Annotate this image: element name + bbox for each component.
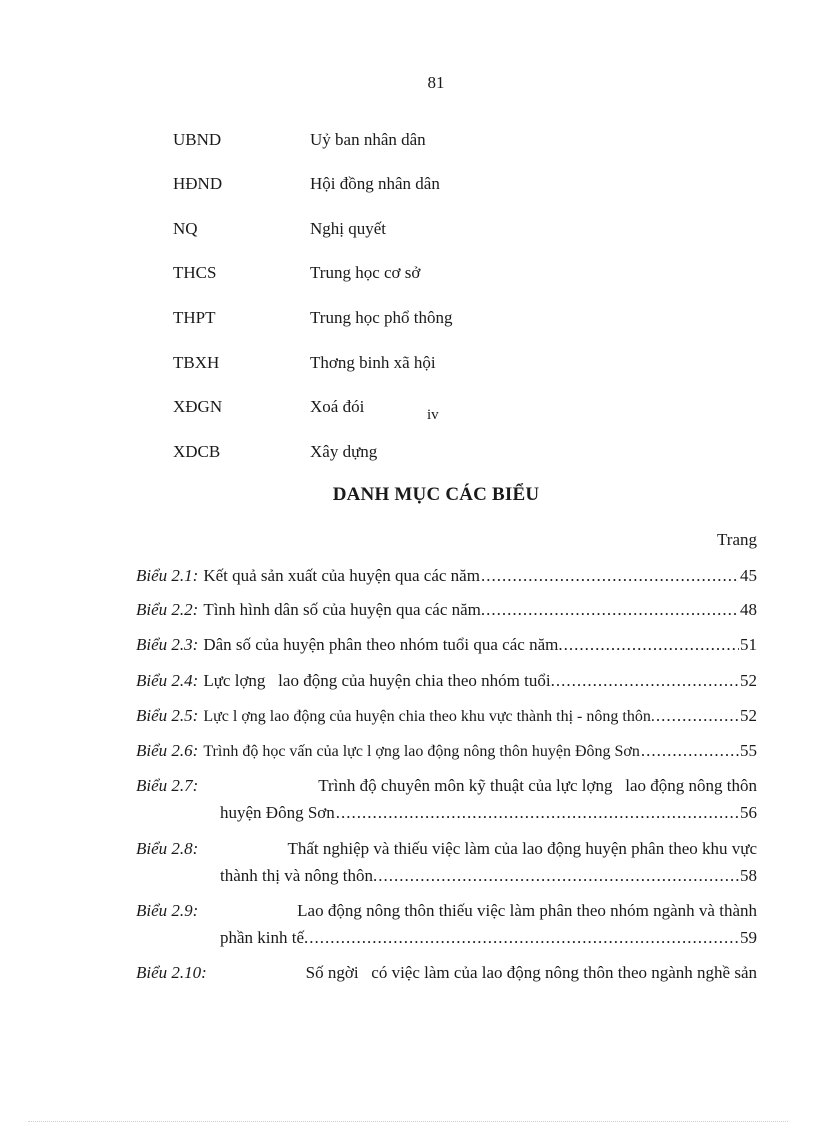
toc-title-continued: thành thị và nông thôn. xyxy=(220,866,378,885)
toc-label: Biểu 2.4: xyxy=(136,671,199,690)
toc-leader xyxy=(309,927,739,949)
toc-title: Kết quả sản xuất của huyện qua các năm xyxy=(203,566,480,585)
toc-title: Lực l ợng lao động của huyện chia theo khu vực thành thị - nông thôn. xyxy=(203,708,655,725)
toc-label: Biểu 2.3: xyxy=(136,635,199,654)
toc-leader xyxy=(656,705,739,727)
toc-title: Trình độ học vấn của lực l ợng lao động nông thôn huyện Đông Sơn xyxy=(203,743,640,760)
section-title: DANH MỤC CÁC BIỂU xyxy=(332,484,540,505)
toc-entry xyxy=(136,670,757,692)
toc-title: Lực lợng lao động của huyện chia theo nhóm tuổi. xyxy=(203,671,555,690)
toc-page: 48 xyxy=(740,600,757,619)
toc-entry xyxy=(136,900,757,949)
toc-page: 45 xyxy=(740,566,757,585)
abbreviation-code: THPT xyxy=(173,308,216,327)
toc-title: Dân số của huyện phân theo nhóm tuổi qua các năm. xyxy=(203,635,563,654)
toc-page: 51 xyxy=(740,635,757,654)
toc-entry xyxy=(136,634,757,656)
toc-entry xyxy=(136,565,757,587)
toc-label: Biểu 2.7: xyxy=(136,776,199,795)
toc-leader xyxy=(378,865,739,887)
toc-title: Thất nghiệp và thiếu việc làm của lao động huyện phân theo khu vực xyxy=(287,839,757,858)
toc-entry xyxy=(136,599,757,621)
abbreviation-code: NQ xyxy=(173,219,198,238)
abbreviation-code: HĐND xyxy=(173,174,223,193)
toc-page: 56 xyxy=(740,803,757,822)
toc-page: 52 xyxy=(740,671,757,690)
toc-title-continued: huyện Đông Sơn xyxy=(220,803,335,822)
abbreviation-meaning: Uỷ ban nhân dân xyxy=(310,130,426,149)
toc-label: Biểu 2.6: xyxy=(136,741,199,760)
toc-entry xyxy=(136,838,757,887)
toc-entry xyxy=(136,705,757,728)
toc-leader xyxy=(564,634,739,656)
abbreviation-meaning: Nghị quyết xyxy=(310,219,387,238)
toc-label: Biểu 2.1: xyxy=(136,566,199,585)
toc-entry xyxy=(136,962,757,984)
toc-entry xyxy=(136,740,757,763)
abbreviation-code: XDCB xyxy=(173,442,221,461)
toc-label: Biểu 2.8: xyxy=(136,839,199,858)
toc-title-continued: phần kinh tế. xyxy=(220,928,309,947)
page-column-label: Trang xyxy=(717,530,757,549)
toc-title: Trình độ chuyên môn kỹ thuật của lực lợng lao động nông thôn xyxy=(318,776,757,795)
toc-title: Lao động nông thôn thiếu việc làm phân theo nhóm ngành và thành xyxy=(297,901,757,920)
toc-page: 59 xyxy=(740,928,757,947)
toc-label: Biểu 2.10: xyxy=(136,963,207,982)
toc-label: Biểu 2.2: xyxy=(136,600,199,619)
abbreviation-meaning: Thơng binh xã hội xyxy=(310,353,436,372)
toc-page: 58 xyxy=(740,866,757,885)
abbreviation-code: THCS xyxy=(173,263,217,282)
page-number: 81 xyxy=(427,73,445,92)
toc-leader xyxy=(481,565,739,587)
toc-leader xyxy=(556,670,739,692)
abbreviation-meaning: Trung học phổ thông xyxy=(310,308,453,327)
toc-title: Số ngời có việc làm của lao động nông thôn theo ngành nghề sản xyxy=(305,963,757,982)
page-bottom-rule xyxy=(28,1121,788,1122)
roman-page-number: iv xyxy=(427,407,439,423)
toc-entry xyxy=(136,775,757,824)
toc-label: Biểu 2.5: xyxy=(136,706,199,725)
abbreviation-meaning: Hội đồng nhân dân xyxy=(310,174,440,193)
toc-leader xyxy=(336,802,739,824)
toc-page: 55 xyxy=(740,741,757,760)
abbreviation-code: UBND xyxy=(173,130,222,149)
abbreviation-code: XĐGN xyxy=(173,397,223,416)
abbreviation-meaning: Xoá đói xyxy=(310,397,365,416)
toc-leader xyxy=(641,740,739,762)
abbreviation-meaning: Xây dựng xyxy=(310,442,378,461)
toc-page: 52 xyxy=(740,706,757,725)
toc-title: Tình hình dân số của huyện qua các năm. xyxy=(203,600,486,619)
toc-label: Biểu 2.9: xyxy=(136,901,199,920)
abbreviation-code: TBXH xyxy=(173,353,220,372)
abbreviation-meaning: Trung học cơ sở xyxy=(310,263,421,282)
toc-leader xyxy=(486,599,739,621)
